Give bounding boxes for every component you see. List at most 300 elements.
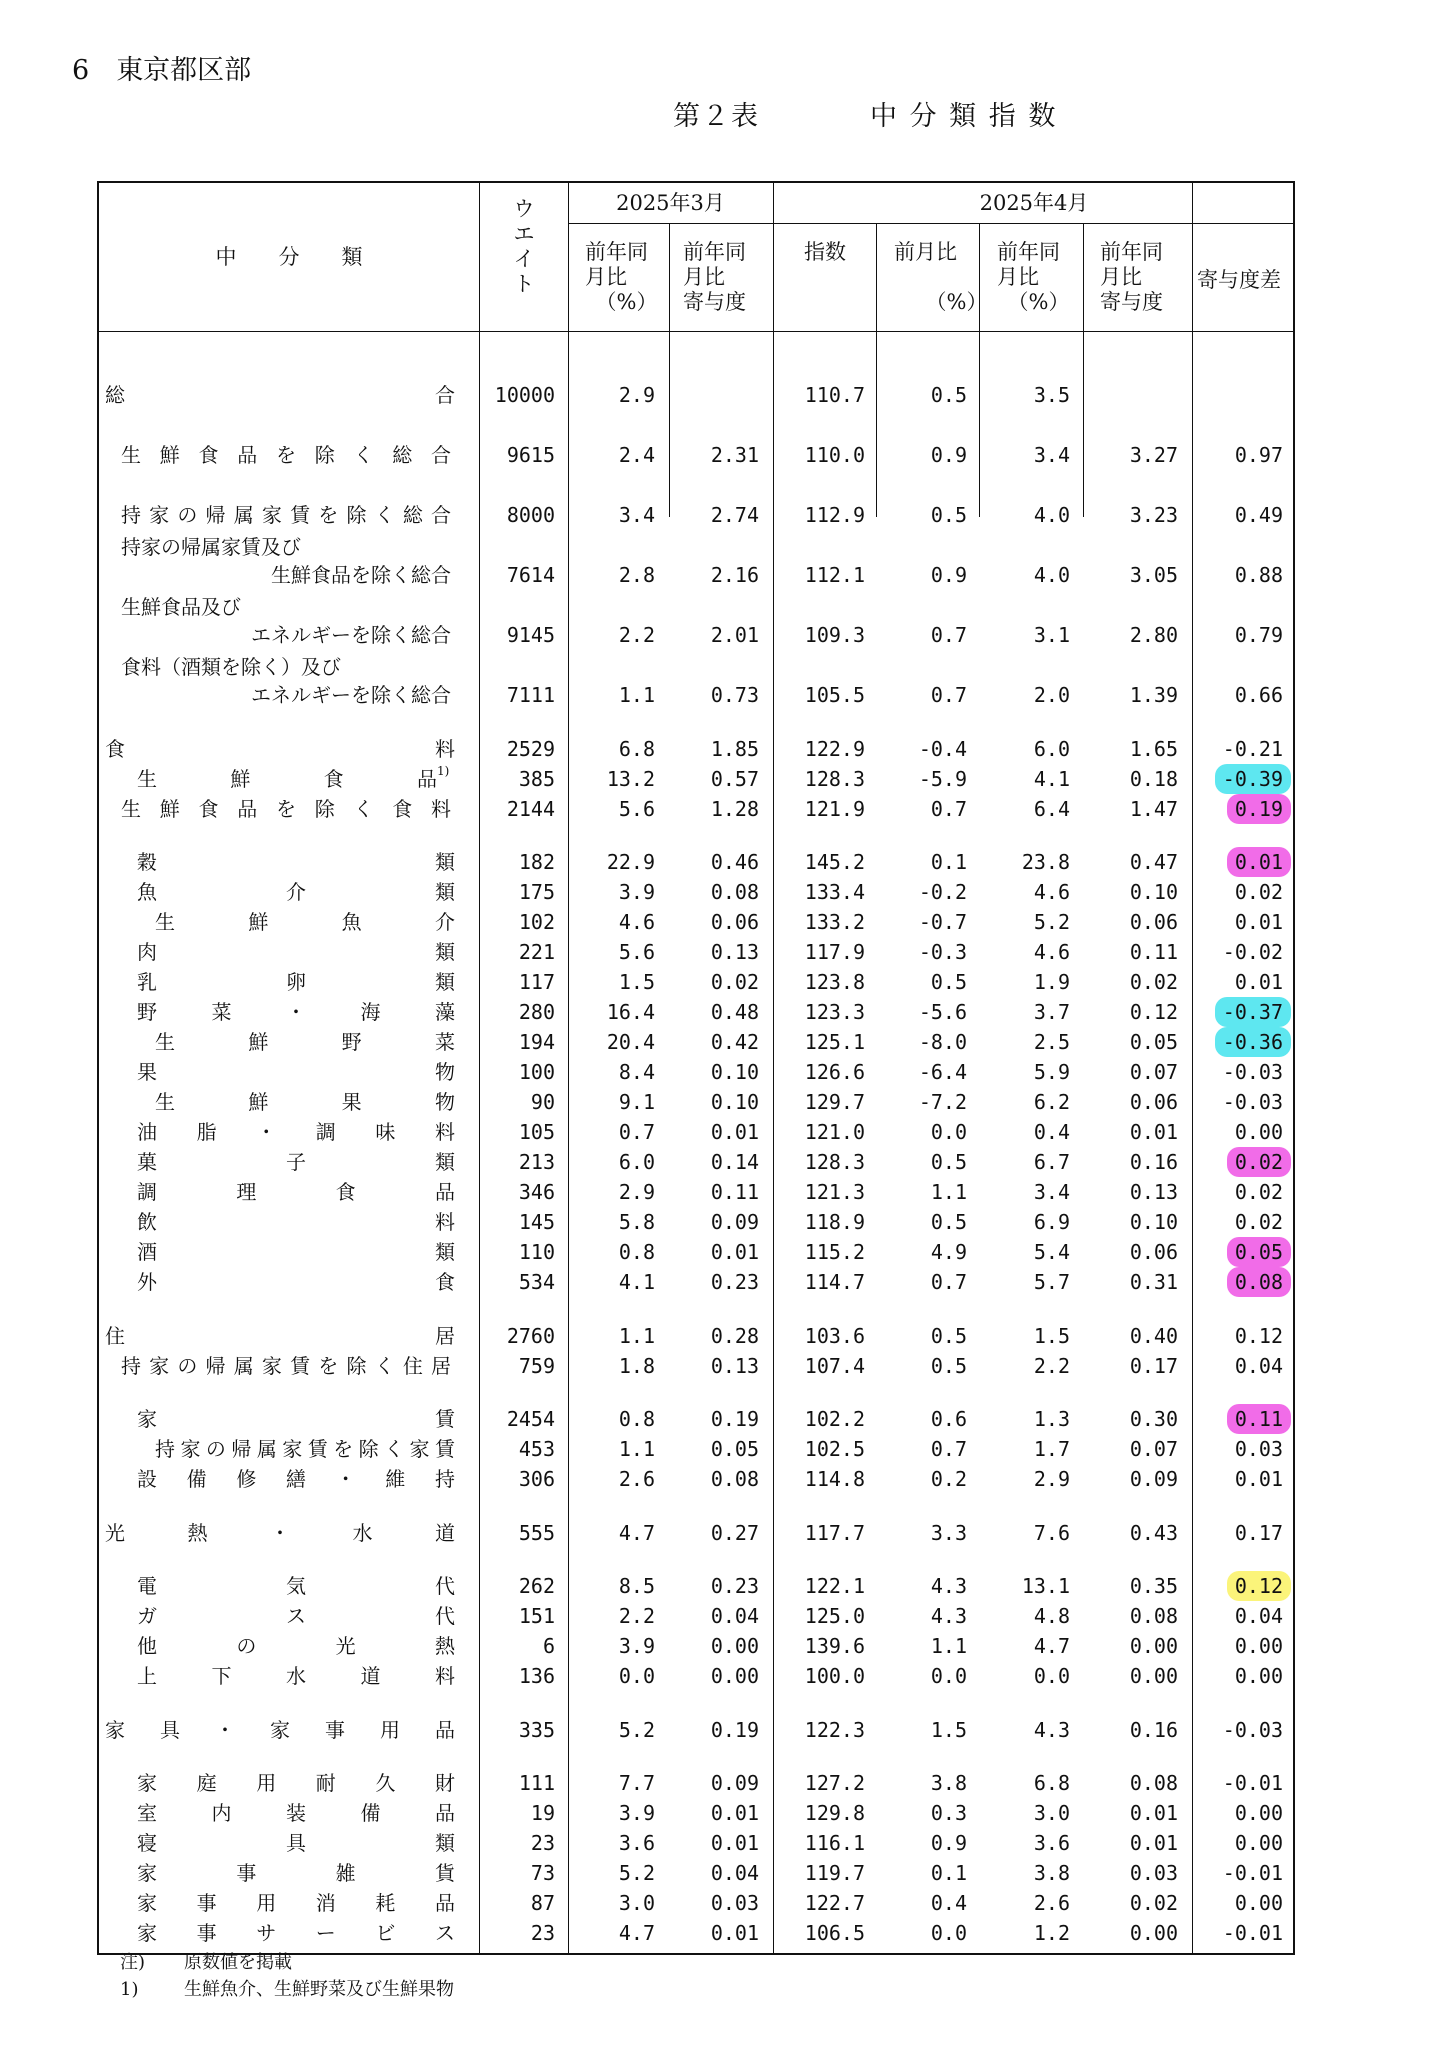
cell-mom: 0.5 (930, 1354, 967, 1378)
cell-mom: -0.2 (918, 880, 967, 904)
table-row (99, 967, 1293, 997)
header-divider (99, 331, 1293, 332)
cell-mar-contrib: 0.04 (710, 1604, 759, 1628)
row-label-text: 室 内 装 備 品 (137, 1801, 455, 1825)
row-label-line2: エネルギーを除く総合 (251, 683, 451, 707)
cell-mar-yoy: 8.5 (618, 1574, 655, 1598)
cell-weight: 221 (518, 940, 555, 964)
cell-mar-contrib: 1.85 (710, 737, 759, 761)
cell-mom: 0.5 (930, 503, 967, 527)
cell-apr-yoy: 5.7 (1033, 1270, 1070, 1294)
row-label-text: 生 鮮 果 物 (155, 1090, 455, 1114)
row-label (137, 1237, 455, 1267)
cell-mar-contrib: 2.74 (710, 503, 759, 527)
row-label-line1: 持家の帰属家賃及び (121, 535, 301, 559)
row-label-text: 外 食 (137, 1270, 455, 1294)
cell-mom: -5.6 (918, 1000, 967, 1024)
row-label (137, 1918, 455, 1948)
cell-mar-contrib: 0.01 (710, 1240, 759, 1264)
row-label (105, 1715, 455, 1745)
cell-apr-contrib: 0.11 (1129, 940, 1178, 964)
cell-apr-yoy: 2.9 (1033, 1467, 1070, 1491)
cell-index: 133.4 (804, 880, 865, 904)
cell-apr-yoy: 4.1 (1033, 767, 1070, 791)
cell-mar-contrib: 0.09 (710, 1771, 759, 1795)
header-weight: ウ エ イ ト (513, 197, 535, 296)
row-label (121, 440, 455, 470)
cell-mar-yoy: 2.4 (618, 443, 655, 467)
row-label (121, 794, 455, 824)
cell-mar-contrib: 0.01 (710, 1801, 759, 1825)
table-row (99, 500, 1293, 530)
cell-index: 122.9 (804, 737, 865, 761)
cell-index: 110.0 (804, 443, 865, 467)
cell-mom: 0.1 (930, 850, 967, 874)
cell-diff: 0.02 (1234, 1210, 1283, 1234)
cell-mar-contrib: 0.46 (710, 850, 759, 874)
cell-mar-contrib: 0.10 (710, 1060, 759, 1084)
row-label-text: 家 事 雑 貨 (137, 1861, 455, 1885)
cell-weight: 145 (518, 1210, 555, 1234)
row-label (137, 1888, 455, 1918)
cell-mar-yoy: 16.4 (606, 1000, 655, 1024)
row-label (137, 1768, 455, 1798)
cell-apr-yoy: 3.1 (1033, 623, 1070, 647)
row-label-line2: エネルギーを除く総合 (251, 623, 451, 647)
cell-weight: 2529 (506, 737, 555, 761)
cell-weight: 759 (518, 1354, 555, 1378)
cell-index: 122.3 (804, 1718, 865, 1742)
row-label-text: 光 熱 ・ 水 道 (105, 1521, 455, 1545)
cell-mar-contrib: 0.08 (710, 1467, 759, 1491)
row-label-line1: 食料（酒類を除く）及び (121, 655, 341, 679)
cell-apr-yoy: 1.5 (1033, 1324, 1070, 1348)
cell-index: 122.7 (804, 1891, 865, 1915)
cell-apr-yoy: 1.7 (1033, 1437, 1070, 1461)
row-label-text: ガ ス 代 (137, 1604, 455, 1628)
cell-mom: 0.2 (930, 1467, 967, 1491)
table-row (99, 655, 1293, 710)
page-number: 6 (72, 55, 90, 86)
table-row (99, 937, 1293, 967)
cell-apr-yoy: 2.6 (1033, 1891, 1070, 1915)
cell-mom: 1.5 (930, 1718, 967, 1742)
cell-diff: 0.12 (1227, 1571, 1291, 1601)
cell-apr-contrib: 3.27 (1129, 443, 1178, 467)
row-label-text: 肉 類 (137, 940, 455, 964)
cell-mar-yoy: 2.9 (618, 1180, 655, 1204)
footnote-marker: 1) (437, 764, 450, 778)
row-label (121, 500, 455, 530)
row-label (137, 967, 455, 997)
cell-diff: 0.03 (1234, 1437, 1283, 1461)
cell-index: 129.8 (804, 1801, 865, 1825)
cell-mar-yoy: 2.9 (618, 383, 655, 407)
cell-mar-yoy: 6.8 (618, 737, 655, 761)
cell-apr-yoy: 13.1 (1021, 1574, 1070, 1598)
cell-index: 100.0 (804, 1664, 865, 1688)
cell-mar-contrib: 0.01 (710, 1921, 759, 1945)
cell-apr-yoy: 6.9 (1033, 1210, 1070, 1234)
cell-mom: 0.5 (930, 383, 967, 407)
cell-mar-contrib: 0.00 (710, 1664, 759, 1688)
table-row (99, 1798, 1293, 1828)
cell-apr-contrib: 0.02 (1129, 970, 1178, 994)
cell-weight: 306 (518, 1467, 555, 1491)
row-label-text: 家 事 用 消 耗 品 (137, 1891, 455, 1915)
row-label-text: 生 鮮 野 菜 (155, 1030, 455, 1054)
table-row (99, 1571, 1293, 1601)
cell-diff: 0.12 (1234, 1324, 1283, 1348)
cell-weight: 151 (518, 1604, 555, 1628)
table-row (99, 1434, 1293, 1464)
cell-mom: 0.7 (930, 1437, 967, 1461)
cell-mar-contrib: 0.10 (710, 1090, 759, 1114)
cell-index: 133.2 (804, 910, 865, 934)
cell-apr-contrib: 0.05 (1129, 1030, 1178, 1054)
cell-weight: 280 (518, 1000, 555, 1024)
table-row (99, 1237, 1293, 1267)
row-label-text: 家 事 サ ー ビ ス (137, 1921, 455, 1945)
row-label (137, 877, 455, 907)
cell-apr-yoy: 4.3 (1033, 1718, 1070, 1742)
table-row (99, 535, 1293, 590)
cell-diff: 0.88 (1234, 563, 1283, 587)
cell-apr-contrib: 0.01 (1129, 1120, 1178, 1144)
cell-diff: -0.01 (1222, 1921, 1283, 1945)
row-label (137, 1601, 455, 1631)
cell-mar-yoy: 3.0 (618, 1891, 655, 1915)
cell-diff: -0.01 (1222, 1771, 1283, 1795)
cell-diff: 0.01 (1234, 910, 1283, 934)
cell-mom: 0.5 (930, 970, 967, 994)
col-divider (669, 223, 670, 517)
row-label (137, 1464, 455, 1494)
cell-mom: -0.4 (918, 737, 967, 761)
cell-apr-contrib: 0.01 (1129, 1831, 1178, 1855)
cell-mar-yoy: 3.9 (618, 1801, 655, 1825)
cell-apr-yoy: 1.3 (1033, 1407, 1070, 1431)
row-label (137, 847, 455, 877)
cell-apr-contrib: 0.30 (1129, 1407, 1178, 1431)
cell-apr-contrib: 0.17 (1129, 1354, 1178, 1378)
cell-apr-yoy: 3.8 (1033, 1861, 1070, 1885)
table-row (99, 1918, 1293, 1948)
cell-mar-contrib: 1.28 (710, 797, 759, 821)
table-row (99, 1321, 1293, 1351)
cell-diff: -0.21 (1222, 737, 1283, 761)
cell-index: 110.7 (804, 383, 865, 407)
row-label (137, 1631, 455, 1661)
row-label-text: 生 鮮 魚 介 (155, 910, 455, 934)
cell-index: 112.1 (804, 563, 865, 587)
cell-mar-yoy: 3.4 (618, 503, 655, 527)
cell-apr-contrib: 0.43 (1129, 1521, 1178, 1545)
cell-mom: -0.7 (918, 910, 967, 934)
header-march: 2025年3月 (616, 191, 725, 215)
cell-apr-contrib: 0.13 (1129, 1180, 1178, 1204)
cell-mom: 0.4 (930, 1891, 967, 1915)
cell-apr-contrib: 0.06 (1129, 1240, 1178, 1264)
cell-apr-yoy: 6.7 (1033, 1150, 1070, 1174)
header-april: 2025年4月 (979, 191, 1089, 215)
row-label-text: 野 菜 ・ 海 藻 (137, 1000, 455, 1024)
cell-diff: 0.17 (1234, 1521, 1283, 1545)
cell-weight: 194 (518, 1030, 555, 1054)
cell-apr-yoy: 3.4 (1033, 443, 1070, 467)
cell-mom: -0.3 (918, 940, 967, 964)
cell-weight: 6 (542, 1634, 555, 1658)
cell-index: 106.5 (804, 1921, 865, 1945)
header-divider (568, 223, 1295, 224)
cell-apr-yoy: 3.0 (1033, 1801, 1070, 1825)
row-label (155, 907, 455, 937)
cell-index: 128.3 (804, 1150, 865, 1174)
cell-diff: 0.97 (1234, 443, 1283, 467)
cell-mar-yoy: 2.2 (618, 623, 655, 647)
cell-mar-yoy: 3.6 (618, 1831, 655, 1855)
cell-apr-yoy: 23.8 (1021, 850, 1070, 874)
cell-mar-yoy: 5.2 (618, 1861, 655, 1885)
cell-apr-yoy: 6.2 (1033, 1090, 1070, 1114)
cell-diff: -0.39 (1215, 764, 1291, 794)
cell-mom: 0.9 (930, 1831, 967, 1855)
table-row (99, 907, 1293, 937)
cell-diff: 0.01 (1227, 847, 1291, 877)
cell-apr-contrib: 0.06 (1129, 910, 1178, 934)
row-label (155, 1027, 455, 1057)
cell-diff: 0.02 (1234, 880, 1283, 904)
cell-index: 145.2 (804, 850, 865, 874)
header-mom: 前月比 （%） (894, 240, 988, 314)
cell-mar-contrib: 0.00 (710, 1634, 759, 1658)
cell-diff: 0.00 (1234, 1664, 1283, 1688)
cell-diff: 0.19 (1227, 794, 1291, 824)
cell-apr-yoy: 4.7 (1033, 1634, 1070, 1658)
table-title-text: 中 分 類 指 数 (870, 101, 1058, 132)
cell-apr-yoy: 2.5 (1033, 1030, 1070, 1054)
cell-apr-contrib: 0.12 (1129, 1000, 1178, 1024)
footnote-mark: 1) (120, 1979, 139, 2000)
cell-apr-contrib: 0.18 (1129, 767, 1178, 791)
table-row (99, 440, 1293, 470)
cell-mom: 0.0 (930, 1921, 967, 1945)
row-label-text: 総 合 (105, 383, 455, 407)
cell-apr-yoy: 1.2 (1033, 1921, 1070, 1945)
cell-mar-contrib: 0.14 (710, 1150, 759, 1174)
cell-mar-yoy: 0.8 (618, 1240, 655, 1264)
cell-apr-yoy: 4.0 (1033, 563, 1070, 587)
row-label (137, 1858, 455, 1888)
cell-weight: 100 (518, 1060, 555, 1084)
row-label-text: 設 備 修 繕 ・ 維 持 (137, 1467, 455, 1491)
cell-diff: -0.36 (1215, 1027, 1291, 1057)
table-row (99, 1207, 1293, 1237)
cell-mom: -7.2 (918, 1090, 967, 1114)
region-name: 東京都区部 (116, 55, 252, 86)
header-contrib-diff: 寄与度差 (1197, 268, 1281, 292)
row-label (155, 1434, 455, 1464)
cell-index: 112.9 (804, 503, 865, 527)
cell-index: 125.1 (804, 1030, 865, 1054)
cell-mar-yoy: 5.6 (618, 940, 655, 964)
cell-weight: 23 (530, 1831, 555, 1855)
table-row (99, 1828, 1293, 1858)
cell-mom: 0.3 (930, 1801, 967, 1825)
cell-weight: 9615 (506, 443, 555, 467)
cell-mar-yoy: 3.9 (618, 1634, 655, 1658)
cell-diff: 0.79 (1234, 623, 1283, 647)
cell-apr-contrib: 0.06 (1129, 1090, 1178, 1114)
cell-index: 102.2 (804, 1407, 865, 1431)
cell-diff: 0.00 (1234, 1891, 1283, 1915)
row-label-text: 調 理 食 品 (137, 1180, 455, 1204)
cell-mom: 3.3 (930, 1521, 967, 1545)
cell-mar-contrib: 2.01 (710, 623, 759, 647)
cell-apr-contrib: 0.07 (1129, 1437, 1178, 1461)
table-row (99, 847, 1293, 877)
cell-mar-contrib: 0.11 (710, 1180, 759, 1204)
row-label-text: 果 物 (137, 1060, 455, 1084)
cell-apr-yoy: 3.4 (1033, 1180, 1070, 1204)
cell-diff: 0.11 (1227, 1404, 1291, 1434)
row-label-text: 上 下 水 道 料 (137, 1664, 455, 1688)
cell-mar-contrib: 0.13 (710, 1354, 759, 1378)
row-label (137, 764, 455, 794)
cell-mar-contrib: 0.06 (710, 910, 759, 934)
row-label (137, 1147, 455, 1177)
row-label-text: 寝 具 類 (137, 1831, 455, 1855)
table-row (99, 1117, 1293, 1147)
cell-index: 118.9 (804, 1210, 865, 1234)
cell-mar-yoy: 4.7 (618, 1921, 655, 1945)
table-row (99, 595, 1293, 650)
table-row (99, 1464, 1293, 1494)
row-label-text: 菓 子 類 (137, 1150, 455, 1174)
table-row (99, 1768, 1293, 1798)
cell-mom: 0.7 (930, 1270, 967, 1294)
cell-mom: 0.1 (930, 1861, 967, 1885)
cell-apr-contrib: 1.65 (1129, 737, 1178, 761)
cell-apr-contrib: 0.10 (1129, 1210, 1178, 1234)
cell-index: 114.8 (804, 1467, 865, 1491)
cell-apr-yoy: 2.0 (1033, 683, 1070, 707)
cell-weight: 10000 (494, 383, 555, 407)
row-label (137, 1828, 455, 1858)
cell-diff: -0.02 (1222, 940, 1283, 964)
cell-mom: -6.4 (918, 1060, 967, 1084)
cell-weight: 385 (518, 767, 555, 791)
cell-apr-contrib: 0.00 (1129, 1921, 1178, 1945)
cell-index: 126.6 (804, 1060, 865, 1084)
cell-weight: 453 (518, 1437, 555, 1461)
cell-diff: 0.04 (1234, 1604, 1283, 1628)
footnote-mark: 注) (120, 1952, 146, 1973)
cell-apr-contrib: 0.16 (1129, 1718, 1178, 1742)
cell-mom: 0.0 (930, 1120, 967, 1144)
cell-mar-contrib: 0.73 (710, 683, 759, 707)
cell-index: 125.0 (804, 1604, 865, 1628)
cell-weight: 262 (518, 1574, 555, 1598)
cell-mom: 4.3 (930, 1574, 967, 1598)
cell-mar-contrib: 0.08 (710, 880, 759, 904)
cell-mar-contrib: 0.09 (710, 1210, 759, 1234)
cell-weight: 175 (518, 880, 555, 904)
cell-weight: 7614 (506, 563, 555, 587)
cell-mom: 4.3 (930, 1604, 967, 1628)
cell-mar-yoy: 0.7 (618, 1120, 655, 1144)
table-row (99, 1027, 1293, 1057)
cell-apr-contrib: 0.07 (1129, 1060, 1178, 1084)
cell-mom: 1.1 (930, 1180, 967, 1204)
cell-apr-contrib: 1.47 (1129, 797, 1178, 821)
cell-mar-contrib: 0.19 (710, 1718, 759, 1742)
cell-index: 121.9 (804, 797, 865, 821)
cell-mar-yoy: 1.1 (618, 683, 655, 707)
cell-mar-contrib: 0.23 (710, 1270, 759, 1294)
cell-apr-contrib: 0.40 (1129, 1324, 1178, 1348)
cell-weight: 136 (518, 1664, 555, 1688)
footnote-text: 原数値を掲載 (184, 1952, 292, 1973)
cell-apr-contrib: 0.02 (1129, 1891, 1178, 1915)
cell-apr-yoy: 4.0 (1033, 503, 1070, 527)
cell-diff: 0.02 (1227, 1147, 1291, 1177)
header-apr-contrib: 前年同 月比 寄与度 (1100, 240, 1163, 314)
cell-apr-yoy: 5.4 (1033, 1240, 1070, 1264)
table-row (99, 380, 1293, 410)
cell-apr-yoy: 6.4 (1033, 797, 1070, 821)
cell-diff: -0.03 (1222, 1718, 1283, 1742)
cell-apr-yoy: 5.2 (1033, 910, 1070, 934)
cell-mar-yoy: 0.0 (618, 1664, 655, 1688)
row-label-text: 電 気 代 (137, 1574, 455, 1598)
cell-apr-yoy: 3.6 (1033, 1831, 1070, 1855)
cell-index: 122.1 (804, 1574, 865, 1598)
table-row (99, 1631, 1293, 1661)
table-row (99, 1888, 1293, 1918)
cell-apr-contrib: 0.16 (1129, 1150, 1178, 1174)
cell-mar-contrib: 0.48 (710, 1000, 759, 1024)
row-label-text: 生 鮮 食 品 (137, 767, 437, 791)
row-label-text: 魚 介 類 (137, 880, 455, 904)
cell-weight: 182 (518, 850, 555, 874)
cell-mar-yoy: 7.7 (618, 1771, 655, 1795)
page-header (72, 48, 251, 87)
cell-mom: 0.9 (930, 443, 967, 467)
cell-weight: 23 (530, 1921, 555, 1945)
row-label-text: 食 料 (105, 737, 455, 761)
cell-index: 119.7 (804, 1861, 865, 1885)
table-row (99, 997, 1293, 1027)
cell-apr-yoy: 6.8 (1033, 1771, 1070, 1795)
col-divider (1083, 223, 1084, 517)
cell-weight: 90 (530, 1090, 555, 1114)
cell-diff: -0.37 (1215, 997, 1291, 1027)
cell-index: 105.5 (804, 683, 865, 707)
cell-apr-yoy: 2.2 (1033, 1354, 1070, 1378)
cell-mar-contrib: 0.01 (710, 1120, 759, 1144)
row-label (137, 1798, 455, 1828)
cell-mar-yoy: 1.5 (618, 970, 655, 994)
cell-weight: 2760 (506, 1324, 555, 1348)
cell-apr-contrib: 0.01 (1129, 1801, 1178, 1825)
row-label-line1: 生鮮食品及び (121, 595, 241, 619)
cell-mar-contrib: 0.03 (710, 1891, 759, 1915)
cell-diff: -0.01 (1222, 1861, 1283, 1885)
row-label (137, 1404, 455, 1434)
row-label-text: 生 鮮 食 品 を 除 く 総 合 (121, 443, 451, 467)
cell-mar-contrib: 0.42 (710, 1030, 759, 1054)
